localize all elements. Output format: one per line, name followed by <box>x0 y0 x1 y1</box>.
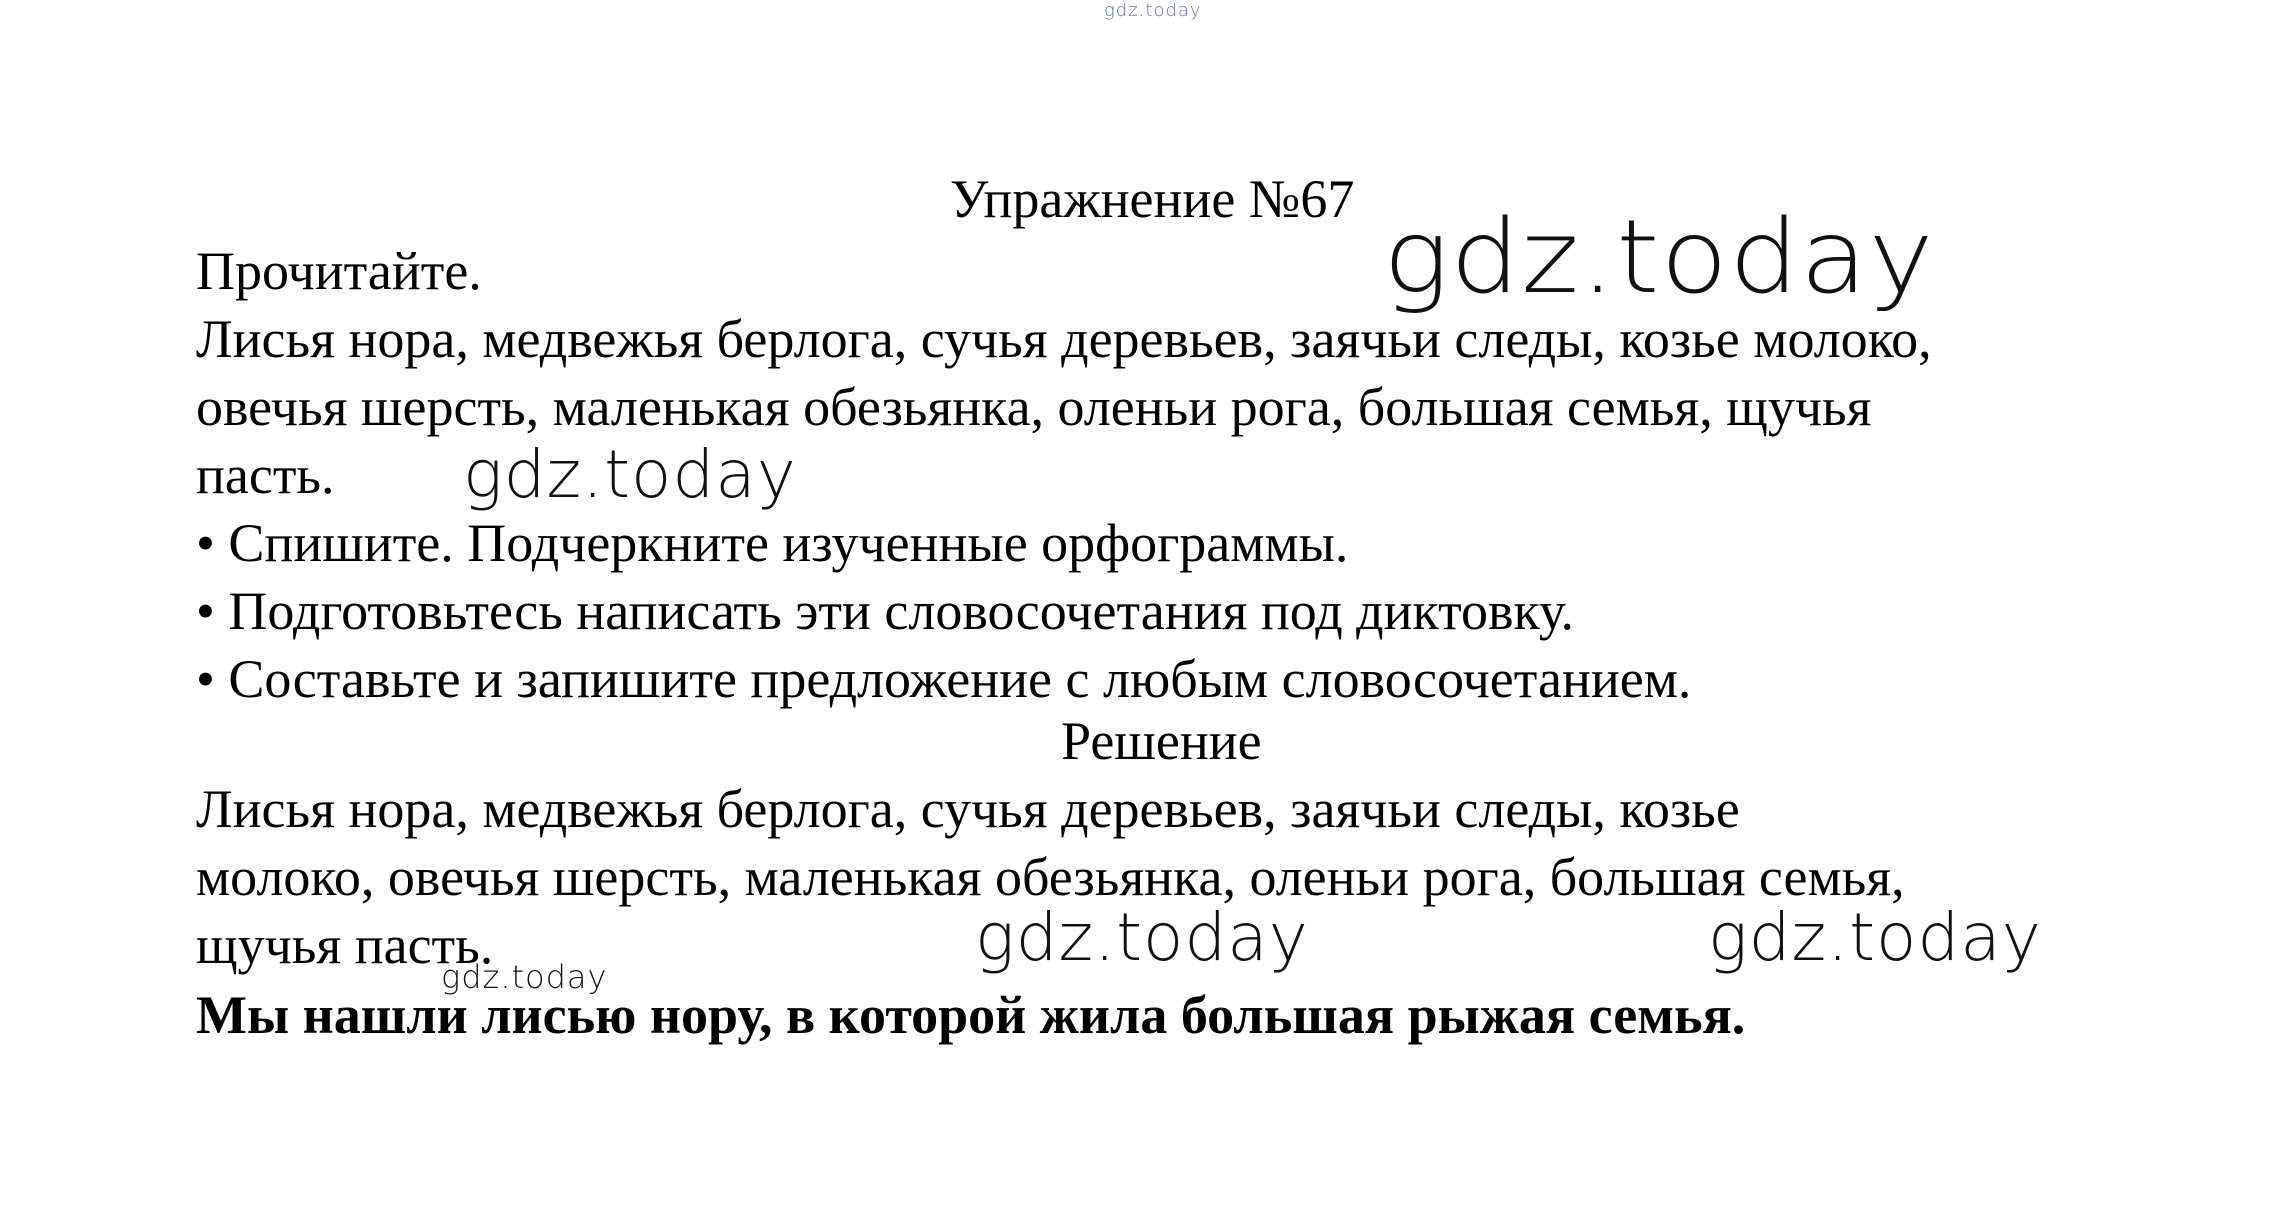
exercise-line: пасть. <box>196 445 335 505</box>
solution-sentence: Мы нашли лисью нору, в которой жила большая рыжая семья. <box>196 985 1746 1045</box>
watermark-small: gdz.today <box>441 958 608 996</box>
exercise-task-item: • Составьте и запишите предложение с любым словосочетанием. <box>196 649 1692 709</box>
exercise-task-item: • Спишите. Подчеркните изученные орфограммы. <box>196 513 1349 573</box>
watermark-top: gdz.today <box>1104 0 1202 21</box>
solution-line: щучья пасть. <box>196 915 494 975</box>
watermark-middle-center: gdz.today <box>975 899 1309 976</box>
watermark-middle-right: gdz.today <box>1708 899 2042 976</box>
solution-title: Решение <box>1061 711 1262 771</box>
exercise-line: овечья шерсть, маленькая обезьянка, оленьи рога, большая семья, щучья <box>196 377 1872 437</box>
exercise-task-item: • Подготовьтесь написать эти словосочетания под диктовку. <box>196 581 1575 641</box>
exercise-title: Упражнение №67 <box>950 169 1355 229</box>
exercise-line: Прочитайте. <box>196 241 482 301</box>
solution-line: Лисья нора, медвежья берлога, сучья деревьев, заячьи следы, козье <box>196 779 1740 839</box>
watermark-middle-left: gdz.today <box>463 436 797 513</box>
solution-line: молоко, овечья шерсть, маленькая обезьянка, оленьи рога, большая семья, <box>196 847 1905 907</box>
exercise-line: Лисья нора, медвежья берлога, сучья деревьев, заячьи следы, козье молоко, <box>196 309 1932 369</box>
watermark-large: gdz.today <box>1383 198 1935 317</box>
